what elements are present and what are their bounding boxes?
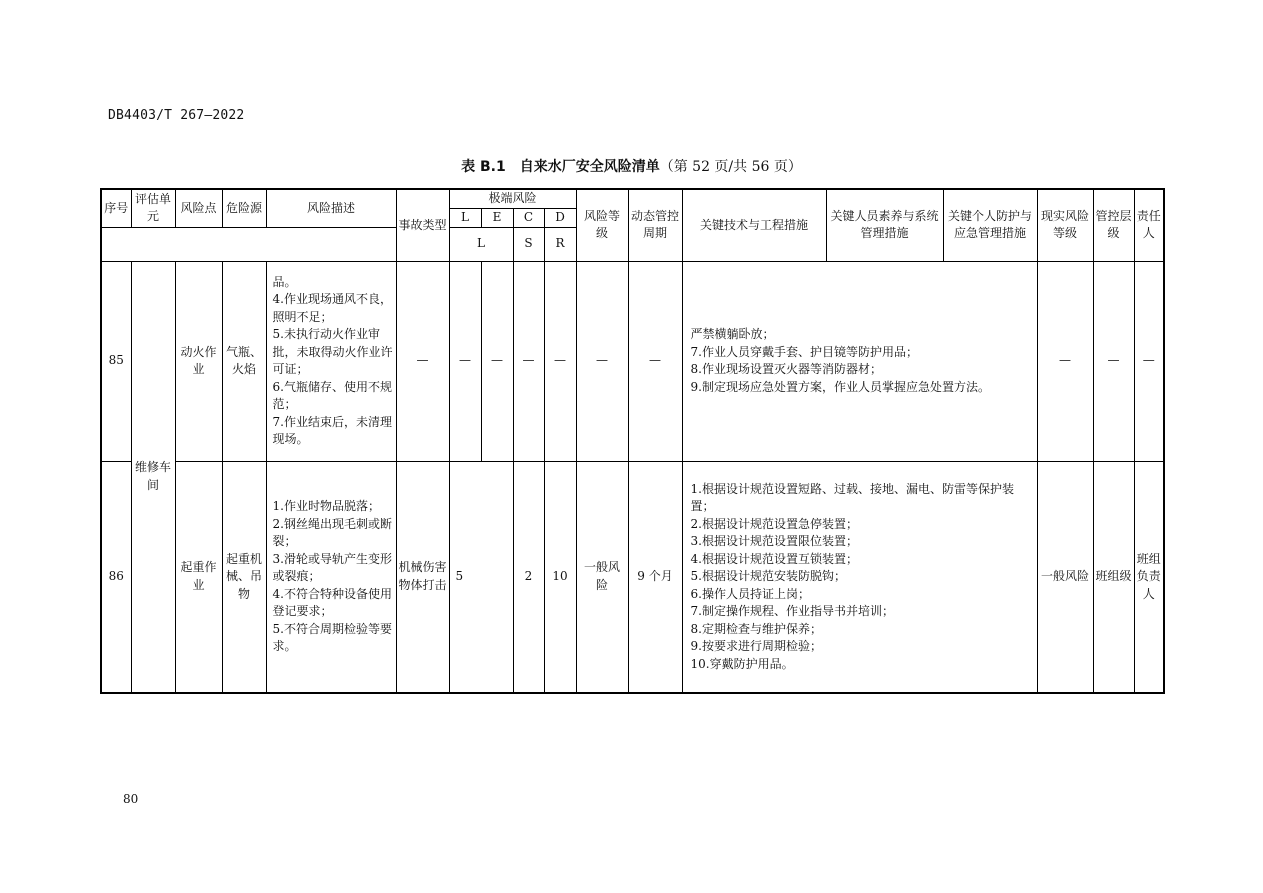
- header-L: L: [449, 208, 481, 227]
- row-85-actual-level: —: [1037, 261, 1093, 461]
- header-responsible: 责任人: [1134, 189, 1164, 261]
- desc-line: 品。: [272, 274, 297, 289]
- row-85-description: [266, 261, 396, 461]
- row-86-control-level: 班组级: [1093, 461, 1134, 693]
- page-number: 80: [123, 792, 139, 806]
- row-86-C: 2: [513, 461, 544, 693]
- row-86-D: 10: [544, 461, 576, 693]
- row-85-E: —: [481, 261, 513, 461]
- desc-line: 4.作业现场通风不良，照明不足；: [272, 292, 392, 324]
- desc-line: 5.未执行动火作业审批，未取得动火作业许可证；: [272, 327, 393, 376]
- measure-line: 10.穿戴防护用品。: [690, 656, 794, 671]
- measure-line: 6.操作人员持证上岗；: [690, 586, 810, 601]
- row-85-responsible: —: [1134, 261, 1164, 461]
- row-86-actual-level: 一般风险: [1037, 461, 1093, 693]
- shared-unit-cell: 维修车间: [131, 261, 175, 693]
- table-row: [101, 461, 1164, 693]
- risk-list-table: [100, 188, 1165, 694]
- measure-line: 7.作业人员穿戴手套、护目镜等防护用品；: [690, 344, 918, 359]
- header-extreme-risk: 极端风险: [449, 189, 576, 208]
- row-85-D: —: [544, 261, 576, 461]
- desc-line: 2.钢丝绳出现毛刺或断裂；: [272, 516, 392, 548]
- measure-line: 9.按要求进行周期检验；: [690, 639, 822, 653]
- row-86-dynamic-cycle: 9 个月: [628, 461, 682, 693]
- header-E: E: [481, 208, 513, 227]
- header-R: R: [544, 227, 576, 261]
- desc-line: 7.作业结束后，未清理现场。: [272, 414, 392, 446]
- row-86-point: 起重作业: [175, 461, 222, 693]
- table-title-main: 表 B.1 自来水厂安全风险清单: [461, 159, 660, 175]
- row-85-dynamic-cycle: —: [628, 261, 682, 461]
- row-85-hazard: 气瓶、火焰: [222, 261, 266, 461]
- header-hazard: 危险源: [222, 189, 266, 227]
- measure-line: 7.制定操作规程、作业指导书并培训；: [690, 604, 894, 618]
- row-85-L: —: [449, 261, 481, 461]
- row-85-control-level: —: [1093, 261, 1134, 461]
- row-85-seq: 85: [101, 261, 131, 461]
- table-title: [0, 156, 1263, 176]
- table-row: [101, 261, 1164, 461]
- header-unit: 评估单元: [131, 189, 175, 227]
- header-accident-type: 事故类型: [396, 189, 449, 261]
- header-C: C: [513, 208, 544, 227]
- row-86-responsible: 班组负责人: [1134, 461, 1164, 693]
- desc-line: 3.滑轮或导轨产生变形或裂痕；: [272, 551, 392, 583]
- header-risk-level: 风险等级: [576, 189, 628, 261]
- measure-line: 8.定期检查与维护保养；: [690, 621, 822, 636]
- row-86-seq: 86: [101, 461, 131, 693]
- row-86-L: 5: [449, 461, 513, 693]
- measure-line: 5.根据设计规范安装防脱钩；: [690, 569, 846, 583]
- row-85-point: 动火作业: [175, 261, 222, 461]
- measure-line: 9.制定现场应急处置方案，作业人员掌握应急处置方法。: [690, 379, 990, 394]
- desc-line: 6.气瓶储存、使用不规范；: [272, 379, 392, 411]
- header-risk-point: 风险点: [175, 189, 222, 227]
- header-L-combined: L: [449, 227, 513, 261]
- desc-line: 1.作业时物品脱落；: [272, 499, 380, 513]
- measure-line: 4.根据设计规范设置互锁装置；: [690, 551, 858, 566]
- header-D: D: [544, 208, 576, 227]
- measure-line: 3.根据设计规范设置限位装置；: [690, 534, 858, 548]
- measure-line: 严禁横躺卧放；: [690, 327, 775, 341]
- desc-line: 5.不符合周期检验等要求。: [272, 621, 392, 653]
- row-86-measures: [682, 461, 1037, 693]
- header-seq: 序号: [101, 189, 131, 227]
- row-85-measures: [682, 261, 1037, 461]
- header-dynamic-cycle: 动态管控周期: [628, 189, 682, 261]
- row-86-risk-level: 一般风险: [576, 461, 628, 693]
- row-85-C: —: [513, 261, 544, 461]
- row-85-accident-type: —: [396, 261, 449, 461]
- measure-line: 1.根据设计规范设置短路、过载、接地、漏电、防雷等保护装置；: [690, 481, 1014, 513]
- desc-line: 4.不符合特种设备使用登记要求；: [272, 586, 392, 618]
- header-control-level: 管控层级: [1093, 189, 1134, 261]
- row-86-description: [266, 461, 396, 693]
- table-title-page-range: （第 52 页/共 56 页）: [659, 159, 802, 175]
- row-86-hazard: 起重机械、吊物: [222, 461, 266, 693]
- header-tech-measures: 关键技术与工程措施: [682, 189, 826, 261]
- header-S: S: [513, 227, 544, 261]
- header-personnel-measures: 关键人员素养与系统管理措施: [826, 189, 943, 261]
- header-description: 风险描述: [266, 189, 396, 227]
- row-85-risk-level: —: [576, 261, 628, 461]
- header-protection-measures: 关键个人防护与应急管理措施: [943, 189, 1037, 261]
- document-code: DB4403/T 267—2022: [108, 108, 245, 123]
- header-spacer: [101, 227, 396, 261]
- header-actual-level: 现实风险等级: [1037, 189, 1093, 261]
- measure-line: 2.根据设计规范设置急停装置；: [690, 516, 858, 531]
- row-86-accident-type: 机械伤害物体打击: [396, 461, 449, 693]
- measure-line: 8.作业现场设置灭火器等消防器材；: [690, 362, 882, 376]
